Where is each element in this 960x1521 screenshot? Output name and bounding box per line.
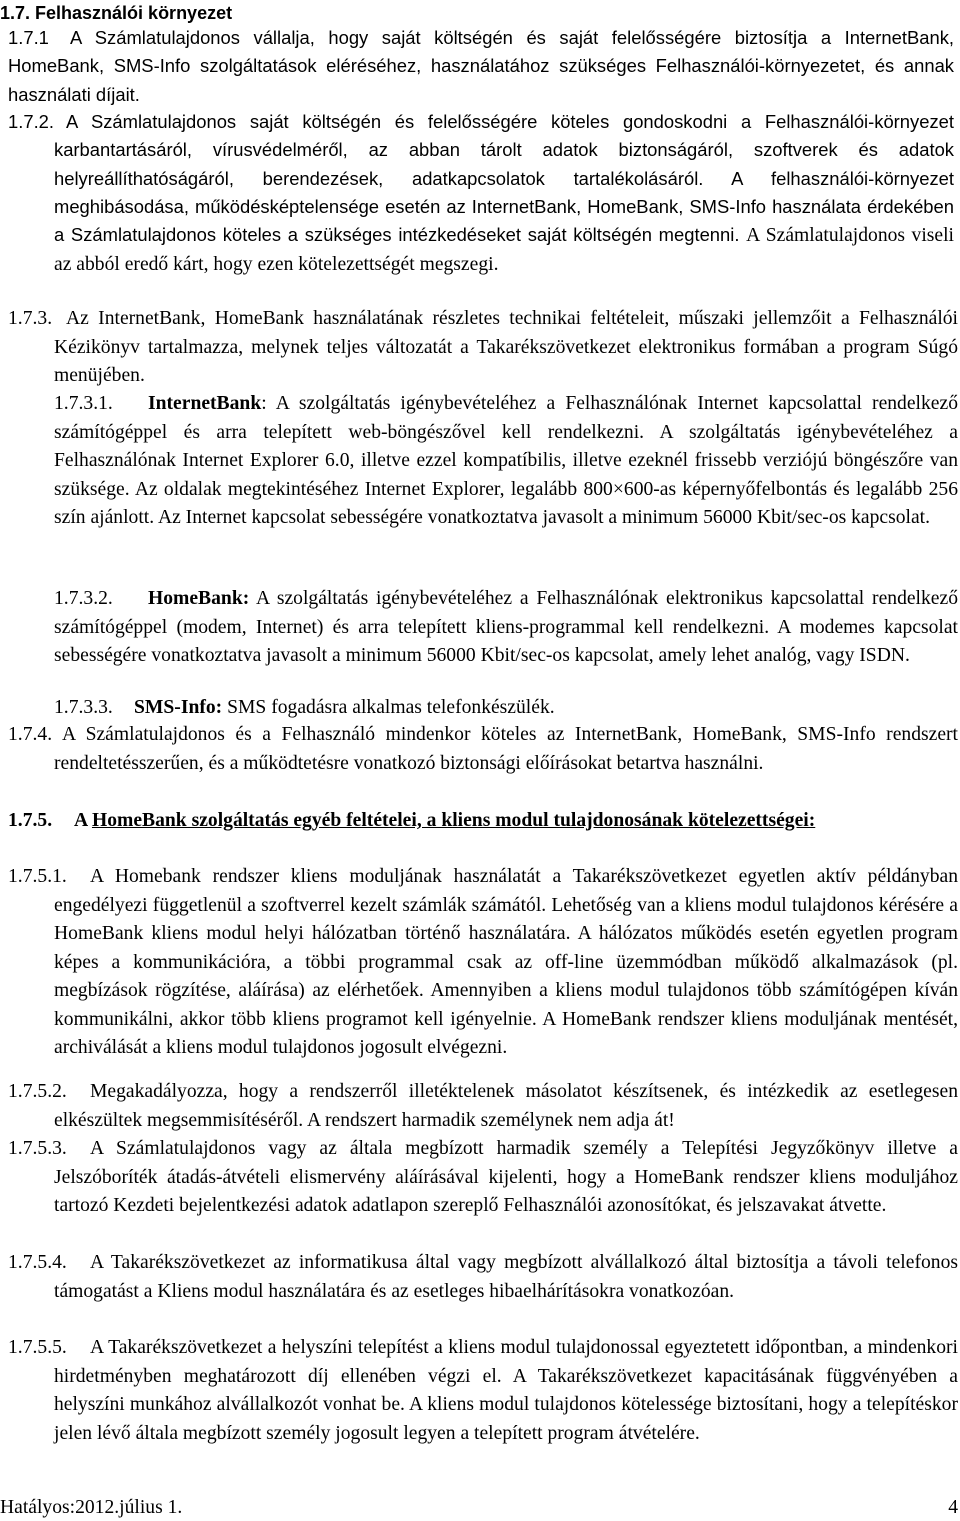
paragraph-1-7-3-1	[54, 390, 958, 533]
item-title: InternetBank	[148, 393, 262, 414]
paragraph-1-7-5-5: A Takarékszövetkezet a helyszíni telepítést a kliens modul tulajdonossal egyeztetett időpontban, a mindenkori hirdetményben meghatározott díj ellenében végzi el. A Takarékszövetkezet kapacitásának függvényében a helyszíni munkához alvállalkozót vonhat be. A kliens modul tulajdonos kötelessége biztosítani, hogy a telepítéskor jelen lévő általa megbízott személy jogosult legyen a telepített program átvételére.	[54, 1337, 958, 1444]
paragraph-1-7-5-2: Megakadályozza, hogy a rendszerről illetéktelenek másolatot készítsenek, és intézkedik az esetlegesen elkészültek megsemmisítéséről. A rendszert harmadik személynek nem adja át!	[54, 1081, 958, 1131]
page-footer	[0, 1496, 960, 1520]
paragraph-text-serif: A Számlatulajdonos viseli az abból eredő kárt, hogy ezen kötelezettségét megszegi.	[54, 225, 954, 276]
item-number: 1.7.5.2.	[8, 1081, 67, 1102]
item-number: 1.7.2.	[8, 111, 55, 132]
effective-date: Hatályos:2012.július 1.	[0, 1497, 183, 1518]
paragraph-text: SMS fogadásra alkalmas telefonkészülék.	[222, 697, 555, 718]
item-number: 1.7.5.	[8, 810, 53, 831]
paragraph-1-7-2	[54, 108, 954, 280]
subsection-1-7-5	[54, 807, 958, 836]
paragraph-1-7-5-4: A Takarékszövetkezet az informatikusa által vagy megbízott alvállalkozó által biztosítja a távoli telefonos támogatást a Kliens modul használatára és az esetleges hibaelhárításokra vonatkozóan.	[54, 1252, 958, 1302]
item-number: 1.7.3.1.	[54, 393, 113, 414]
item-number: 1.7.1	[8, 27, 49, 48]
paragraph-text: : A szolgáltatás igénybevételéhez a Felhasználónak Internet kapcsolattal rendelkező számítógéppel és arra telepített web-böngészővel kell rendelkezni. A szolgáltatás igénybevételéhez a Felhasználónak Internet Explorer 6.0, illetve ezzel kompatíbilis, illetve ezeknél frissebb verziójú böngészőre van szüksége. Az oldalak megtekintéséhez Internet Explorer, legalább 800×600-as képernyőfelbontás és legalább 256 szín ajánlott. Az Internet kapcsolat sebességére vonatkoztatva javasolt a minimum 56000 Kbit/sec-os kapcsolat.	[54, 393, 958, 528]
subsection-title: HomeBank szolgáltatás egyéb feltételei, a kliens modul tulajdonosának kötelezettségei:	[91, 810, 816, 831]
paragraph-1-7-3-3	[54, 694, 958, 723]
paragraph-1-7-4: A Számlatulajdonos és a Felhasználó mindenkor köteles az InternetBank, HomeBank, SMS-Info rendszert rendeltetésszerűen, és a működtetésre vonatkozó biztonsági előírásokat betartva használni.	[54, 724, 958, 774]
paragraph-1-7-1: A Számlatulajdonos vállalja, hogy saját költségén és saját felelősségére biztosítja a InternetBank, HomeBank, SMS-Info szolgáltatások eléréséhez, használatához szükséges Felhasználói-környezetet, és annak használati díjait.	[8, 27, 954, 105]
paragraph-text: A Számlatulajdonos saját költségén és felelősségére köteles gondoskodni a Felhasználói-környezet karbantartásáról, vírusvédelméről, az abban tárolt adatok biztonságáról, szoftverek és adatok helyreállíthatóságáról, berendezések, adatkapcsolatok tartalékolásáról. A felhasználói-környezet meghibásodása, működésképtelensége esetén az InternetBank, HomeBank, SMS-Info használata érdekében a Számlatulajdonos köteles a szükséges intézkedéseket saját költségén megtenni.	[54, 111, 954, 246]
paragraph-1-7-5-3: A Számlatulajdonos vagy az általa megbízott harmadik személy a Telepítési Jegyzőkönyv illetve a Jelszóboríték átadás-átvételi elismervény aláírásával kijelenti, hogy a HomeBank rendszer kliens moduljához tartozó Kezdeti bejelentkezési adatok adatlapon szereplő Felhasználói azonosítókat, és jelszavakat átvette.	[54, 1138, 958, 1216]
subsection-prefix: A	[74, 810, 92, 831]
paragraph-1-7-5-1: A Homebank rendszer kliens moduljának használatát a Takarékszövetkezet egyetlen aktív példányban engedélyezi függetlenül a szoftverrel kezelt számlák számától. Lehetőség van a kliens modul tulajdonos kérésére a HomeBank kliens modul helyi hálózatban történő használatára. A hálózatos működés esetén egyetlen program képes a kommunikációra, a többi programmal csak az off-line üzemmódban működő alkalmazások (pl. megbízások rögzítése, aláírása) az elérhetőek. Amennyiben a kliens modul tulajdonos több számítógépen kíván kommunikálni, akkor több kliens programot kell igényelnie. A HomeBank rendszer kliens moduljának mentését, archiválását a kliens modul tulajdonos jogosult elvégezni.	[54, 866, 958, 1058]
item-number: 1.7.5.4.	[8, 1252, 67, 1273]
section-heading: 1.7. Felhasználói környezet	[0, 3, 233, 23]
paragraph-1-7-3-2	[54, 585, 958, 671]
paragraph-1-7-3: Az InternetBank, HomeBank használatának részletes technikai feltételeit, műszaki jellemzőit a Felhasználói Kézikönyv tartalmazza, melynek teljes változatát a Takarékszövetkezet elektronikus formában a program Súgó menüjében.	[54, 308, 958, 386]
item-number: 1.7.5.1.	[8, 866, 67, 887]
paragraph-text: A szolgáltatás igénybevételéhez a Felhasználónak elektronikus kapcsolattal rendelkező számítógéppel (modem, Internet) és arra telepített kliens-programmal kell rendelkezni. A modemes kapcsolat sebességére vonatkoztatva javasolt a minimum 56000 Kbit/sec-os kapcsolat, amely lehet analóg, vagy ISDN.	[54, 588, 958, 666]
page-number: 4	[948, 1497, 958, 1518]
item-number: 1.7.5.3.	[8, 1138, 67, 1159]
item-title: SMS-Info:	[134, 697, 223, 718]
item-number: 1.7.3.2.	[54, 588, 113, 609]
item-number: 1.7.5.5.	[8, 1337, 67, 1358]
item-number: 1.7.3.3.	[54, 697, 113, 718]
item-title: HomeBank:	[148, 588, 250, 609]
item-number: 1.7.4.	[8, 724, 53, 745]
item-number: 1.7.3.	[8, 308, 53, 329]
